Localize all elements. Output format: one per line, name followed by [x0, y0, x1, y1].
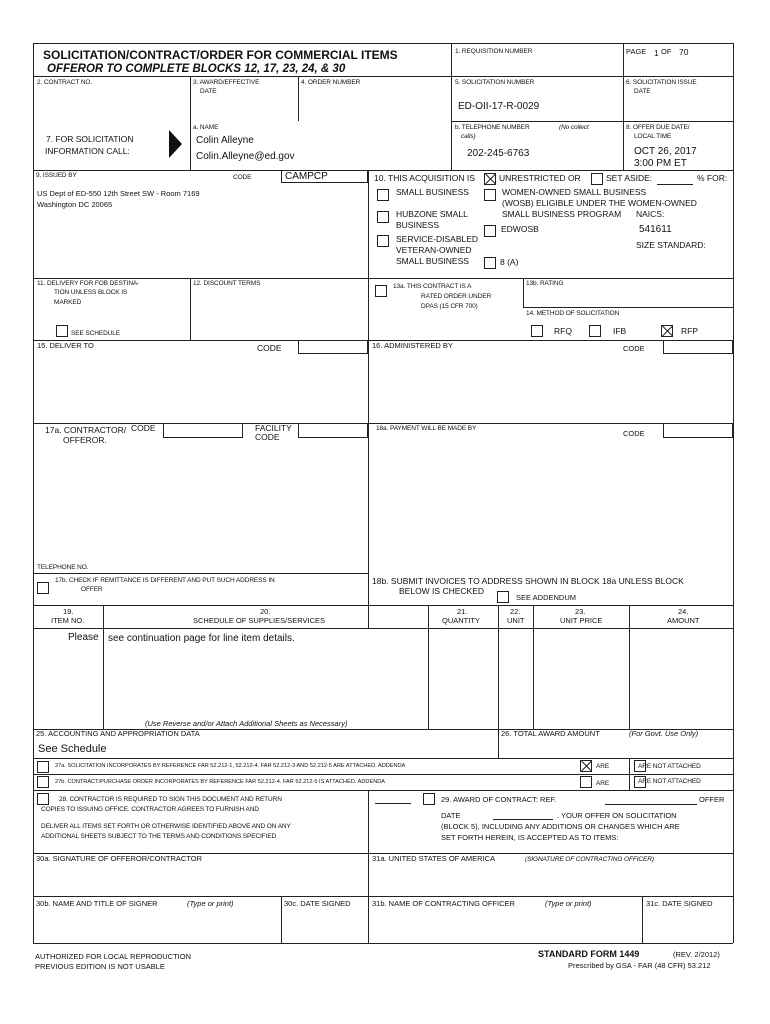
rule — [523, 278, 524, 307]
contract-no-label: 2. CONTRACT NO. — [37, 79, 93, 86]
solicitation-number-label: 5. SOLICITATION NUMBER — [455, 79, 535, 86]
rated-order-checkbox[interactable] — [375, 285, 387, 297]
form-revision: (REV. 2/2012) — [673, 950, 720, 959]
rule — [33, 278, 733, 279]
col-quantity: QUANTITY — [442, 616, 480, 625]
award-date-label-2: DATE — [200, 88, 217, 95]
hubzone-label-1: HUBZONE SMALL — [396, 209, 468, 219]
issued-by-address-2: Washington DC 20065 — [37, 200, 113, 209]
order-number-label: 4. ORDER NUMBER — [301, 79, 361, 86]
28-text-4: ADDITIONAL SHEETS SUBJECT TO THE TERMS AND CONDITIONS SPECIFIED — [41, 833, 277, 840]
payment-by-label: 18a. PAYMENT WILL BE MADE BY — [376, 425, 477, 432]
rule — [33, 758, 733, 759]
hubzone-checkbox[interactable] — [377, 211, 389, 223]
united-states-label: 31a. UNITED STATES OF AMERICA — [372, 854, 496, 863]
ifb-checkbox[interactable] — [589, 325, 601, 337]
facility-code-label-2: CODE — [255, 432, 280, 442]
prescribed-by: Prescribed by GSA - FAR (48 CFR) 53.212 — [568, 961, 711, 970]
col-unit-price-num: 23. — [575, 607, 586, 616]
set-aside-pct-line — [657, 184, 693, 185]
see-addendum-checkbox[interactable] — [497, 591, 509, 603]
rated-order-label-3: DPAS (15 CFR 700) — [421, 303, 478, 310]
submit-invoices-label-1: 18b. SUBMIT INVOICES TO ADDRESS SHOWN IN BLOCK 18a UNLESS BLOCK — [372, 576, 684, 586]
rating-label: 13b. RATING — [526, 280, 564, 287]
col-schedule-num: 20. — [260, 607, 271, 616]
contractor-label-2: OFFEROR. — [63, 435, 107, 445]
remittance-checkbox[interactable] — [37, 582, 49, 594]
set-aside-checkbox[interactable] — [591, 173, 603, 185]
29-text-3: (BLOCK 5), INCLUDING ANY ADDITIONS OR CHANGES WHICH ARE — [441, 822, 680, 831]
payment-code-label: CODE — [623, 429, 645, 438]
rule — [33, 573, 368, 574]
page-label: PAGE — [626, 47, 647, 56]
rule — [33, 605, 733, 606]
28-checkbox[interactable] — [37, 793, 49, 805]
col-unit-price: UNIT PRICE — [560, 616, 603, 625]
col-schedule: SCHEDULE OF SUPPLIES/SERVICES — [193, 616, 325, 625]
rule — [33, 76, 733, 77]
signer-name-label: 30b. NAME AND TITLE OF SIGNER — [36, 899, 158, 908]
form-title: SOLICITATION/CONTRACT/ORDER FOR COMMERCIAL ITEMS — [43, 48, 398, 62]
rule — [368, 790, 369, 943]
29-date-label: DATE — [441, 811, 461, 820]
contact-email[interactable]: Colin.Alleyne@ed.gov — [196, 151, 295, 162]
due-time[interactable]: 3:00 PM ET — [634, 158, 687, 169]
29-text-4: SET FORTH HEREIN, IS ACCEPTED AS TO ITEMS: — [441, 833, 619, 842]
contractor-label-1: 17a. CONTRACTOR/ — [45, 425, 127, 435]
type-print-note-2: (Type or print) — [545, 899, 592, 908]
edwosb-label: EDWOSB — [501, 224, 539, 234]
sdvosb-label-2: VETERAN-OWNED — [396, 245, 472, 255]
acquisition-label: 10. THIS ACQUISITION IS — [374, 173, 475, 183]
deliver-to-label: 15. DELIVER TO — [37, 341, 94, 350]
delivery-fob-label-3: MARKED — [54, 299, 82, 306]
accounting-label: 25. ACCOUNTING AND APPROPRIATION DATA — [36, 729, 200, 738]
28-text-2: COPIES TO ISSUING OFFICE. CONTRACTOR AGREES TO FURNISH AND — [41, 806, 259, 813]
method-label: 14. METHOD OF SOLICITATION — [526, 310, 620, 317]
27b-are-label: ARE — [596, 780, 610, 787]
28-text-1: 28. CONTRACTOR IS REQUIRED TO SIGN THIS DOCUMENT AND RETURN — [59, 796, 282, 803]
rfq-label: RFQ — [554, 326, 572, 336]
calls-note: calls) — [461, 133, 476, 140]
unrestricted-checkbox[interactable] — [484, 173, 496, 185]
col-unit: UNIT — [507, 616, 525, 625]
issued-by-address-1: US Dept of ED-550 12th Street SW - Room 7169 — [37, 189, 200, 198]
naics-label: NAICS: — [636, 209, 665, 219]
see-addendum-label: SEE ADDENDUM — [516, 593, 577, 602]
contact-name[interactable]: Colin Alleyne — [196, 135, 254, 146]
rule — [298, 76, 299, 121]
27a-are-checkbox[interactable] — [580, 760, 592, 772]
rule — [33, 790, 733, 791]
form-name: STANDARD FORM 1449 — [538, 949, 640, 959]
submit-invoices-label-2: BELOW IS CHECKED — [399, 586, 485, 596]
no-collect-note: (No collect — [559, 124, 589, 131]
rfp-checkbox[interactable] — [661, 325, 673, 337]
rule — [533, 605, 534, 729]
rule — [33, 170, 733, 171]
offer-ref-line — [605, 804, 697, 805]
due-date[interactable]: OCT 26, 2017 — [634, 146, 697, 157]
rule — [33, 43, 733, 44]
wosb-label-2: (WOSB) ELIGIBLE UNDER THE WOMEN-OWNED — [502, 198, 697, 208]
payment-code-field[interactable] — [663, 423, 733, 438]
issued-by-label: 9. ISSUED BY — [36, 172, 77, 179]
authorized-reproduction: AUTHORIZED FOR LOCAL REPRODUCTION — [35, 952, 191, 961]
signature-offeror-label: 30a. SIGNATURE OF OFFEROR/CONTRACTOR — [36, 854, 202, 863]
see-schedule-label: SEE SCHEDULE — [71, 330, 121, 337]
govt-use-note: (For Govt. Use Only) — [629, 729, 699, 738]
rule — [623, 43, 624, 170]
contractor-code-label: CODE — [131, 423, 156, 433]
rule — [368, 170, 369, 605]
rated-order-label-1: 13a. THIS CONTRACT IS A — [393, 283, 472, 290]
rule — [523, 307, 733, 308]
col-amount: AMOUNT — [667, 616, 700, 625]
rule — [733, 43, 734, 943]
due-date-label: 8. OFFER DUE DATE/ — [626, 124, 690, 131]
27a-are-label: ARE — [596, 763, 610, 770]
signature-co-note: (SIGNATURE OF CONTRACTING OFFICER) — [525, 856, 654, 863]
date-signed-31c-label: 31c. DATE SIGNED — [646, 899, 713, 908]
rule — [428, 605, 429, 729]
item-description: see continuation page for line item details. — [108, 633, 295, 644]
29-text-2: . YOUR OFFER ON SOLICITATION — [557, 811, 677, 820]
page-total: 70 — [679, 47, 689, 57]
copies-line — [375, 803, 411, 804]
facility-code-label-1: FACILITY — [255, 423, 292, 433]
item-no-value: Please — [68, 632, 99, 643]
type-print-note: (Type or print) — [187, 899, 234, 908]
rfp-label: RFP — [681, 326, 698, 336]
small-business-label: SMALL BUSINESS — [396, 187, 469, 197]
sdvosb-checkbox[interactable] — [377, 235, 389, 247]
discount-terms-label: 12. DISCOUNT TERMS — [193, 280, 261, 287]
delivery-fob-label-2: TION UNLESS BLOCK IS — [54, 289, 128, 296]
rule — [629, 605, 630, 729]
offer-label: OFFER — [699, 795, 725, 804]
rule — [190, 76, 191, 121]
rated-order-label-2: RATED ORDER UNDER — [421, 293, 492, 300]
accounting-value[interactable]: See Schedule — [38, 743, 107, 755]
see-schedule-checkbox[interactable] — [56, 325, 68, 337]
wosb-label-3: SMALL BUSINESS PROGRAM — [502, 209, 622, 219]
rule — [190, 278, 191, 340]
ifb-label: IFB — [613, 326, 627, 336]
rule — [451, 43, 452, 170]
sdvosb-label-3: SMALL BUSINESS — [396, 256, 469, 266]
eight-a-label: 8 (A) — [500, 257, 519, 267]
info-call-label: 7. FOR SOLICITATION — [46, 134, 134, 144]
remittance-label-1: 17b. CHECK IF REMITTANCE IS DIFFERENT AND PUT SUCH ADDRESS IN — [55, 577, 275, 584]
form-subtitle: OFFEROR TO COMPLETE BLOCKS 12, 17, 23, 24, & 30 — [47, 63, 346, 75]
rule — [103, 605, 104, 729]
rule — [498, 729, 499, 758]
issue-date-label-2: DATE — [634, 88, 651, 95]
29-checkbox[interactable] — [423, 793, 435, 805]
issued-by-code-label: CODE — [233, 174, 252, 181]
rule — [33, 943, 733, 944]
contact-phone[interactable]: 202-245-6763 — [467, 148, 530, 159]
date-signed-30c-label: 30c. DATE SIGNED — [284, 899, 351, 908]
delivery-fob-label-1: 11. DELIVERY FOR FOB DESTINA- — [37, 280, 140, 287]
27a-checkbox[interactable] — [37, 761, 49, 773]
rule — [642, 896, 643, 943]
29-date-line — [493, 819, 553, 820]
administered-by-label: 16. ADMINISTERED BY — [372, 341, 453, 350]
29-text-1: 29. AWARD OF CONTRACT: REF. — [441, 795, 557, 804]
wosb-checkbox[interactable] — [484, 189, 496, 201]
rfq-checkbox[interactable] — [531, 325, 543, 337]
rule — [451, 121, 733, 122]
rule — [368, 605, 369, 628]
sdvosb-label-1: SERVICE-DISABLED — [396, 234, 479, 244]
col-unit-num: 22. — [510, 607, 521, 616]
local-time-label: LOCAL TIME — [634, 133, 672, 140]
col-item-no: ITEM NO. — [51, 616, 85, 625]
administered-by-code-label: CODE — [623, 344, 645, 353]
reverse-note: (Use Reverse and/or Attach Additional Sheets as Necessary) — [145, 719, 348, 728]
unrestricted-label: UNRESTRICTED OR — [499, 173, 581, 183]
size-standard-label: SIZE STANDARD: — [636, 240, 706, 250]
rule — [33, 43, 34, 943]
telephone-label: b. TELEPHONE NUMBER — [455, 124, 530, 131]
co-name-label: 31b. NAME OF CONTRACTING OFFICER — [372, 899, 515, 908]
eight-a-checkbox[interactable] — [484, 257, 496, 269]
rule — [281, 896, 282, 943]
set-aside-label: SET ASIDE: — [606, 173, 653, 183]
of-label: OF — [661, 47, 672, 56]
27b-text: 27b. CONTRACT/PURCHASE ORDER INCORPORATES BY REFERENCE FAR 52.212-4. FAR 52.212-5 IS ATTACHED. ADDENDA — [55, 779, 386, 785]
pct-for-label: % FOR: — [697, 173, 728, 183]
27b-checkbox[interactable] — [37, 776, 49, 788]
previous-edition: PREVIOUS EDITION IS NOT USABLE — [35, 962, 165, 971]
naics-code[interactable]: 541611 — [639, 224, 672, 235]
facility-code-field[interactable] — [298, 423, 368, 438]
rule — [33, 628, 733, 629]
arrow-right-icon — [167, 129, 183, 159]
deliver-to-code-field[interactable] — [298, 340, 368, 354]
administered-by-code-field[interactable] — [663, 340, 733, 354]
award-date-label: 3. AWARD/EFFECTIVE — [193, 79, 260, 86]
info-call-label-2: INFORMATION CALL: — [45, 146, 130, 156]
27a-are-not-label: ARE NOT ATTACHED — [638, 763, 701, 770]
small-business-checkbox[interactable] — [377, 189, 389, 201]
telephone-no-label: TELEPHONE NO. — [37, 564, 89, 571]
rule — [33, 774, 733, 775]
hubzone-label-2: BUSINESS — [396, 220, 439, 230]
col-item-no-num: 19. — [63, 607, 74, 616]
sf1449-form — [33, 43, 733, 943]
deliver-to-code-label: CODE — [257, 343, 282, 353]
requisition-number-label: 1. REQUISITION NUMBER — [455, 48, 533, 55]
col-quantity-num: 21. — [457, 607, 468, 616]
rule — [498, 605, 499, 729]
27b-are-checkbox[interactable] — [580, 776, 592, 788]
col-amount-num: 24. — [678, 607, 689, 616]
page-number: 1 — [654, 48, 659, 58]
rule — [190, 121, 191, 170]
27a-text: 27a. SOLICITATION INCORPORATES BY REFERENCE FAR 52.212-1, 52.212-4. FAR 52.212-3 AND 52.212-5 ARE ATTACHED. ADDENDA — [55, 763, 406, 769]
remittance-label-2: OFFER — [81, 586, 103, 593]
wosb-label-1: WOMEN-OWNED SMALL BUSINESS — [502, 187, 647, 197]
edwosb-checkbox[interactable] — [484, 225, 496, 237]
issued-by-code: CAMPCP — [285, 171, 328, 182]
total-award-label: 26. TOTAL AWARD AMOUNT — [501, 729, 600, 738]
rule — [629, 759, 630, 790]
name-label: a. NAME — [193, 124, 219, 131]
solicitation-number[interactable]: ED-OII-17-R-0029 — [458, 101, 540, 112]
contractor-code-field[interactable] — [163, 423, 243, 438]
issue-date-label: 6. SOLICITATION ISSUE — [626, 79, 697, 86]
rule — [33, 896, 733, 897]
28-text-3: DELIVER ALL ITEMS SET FORTH OR OTHERWISE IDENTIFIED ABOVE AND ON ANY — [41, 823, 291, 830]
27b-are-not-label: ARE NOT ATTACHED — [638, 778, 701, 785]
